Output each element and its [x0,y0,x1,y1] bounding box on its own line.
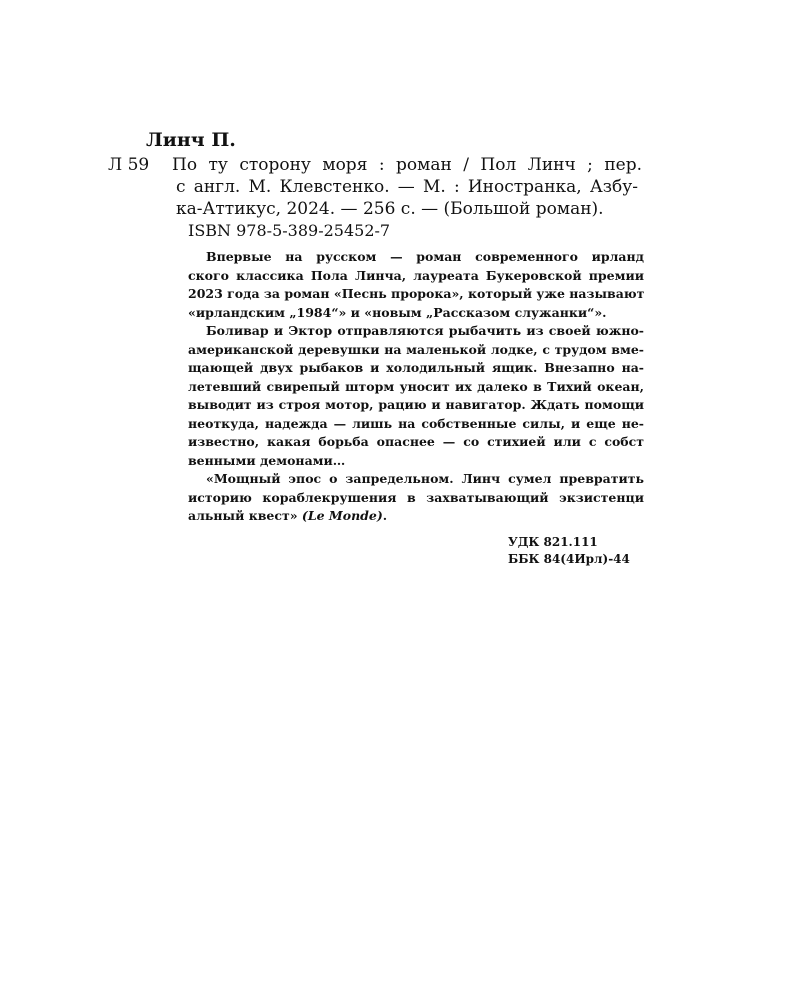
udc-code: УДК 821.111 [508,534,598,549]
biblio-line: с англ. М. Клевстенко. — М. : Иностранка, Азбу- [176,177,638,197]
author-heading: Линч П. [146,129,236,151]
bibliographic-record [108,154,648,242]
annotation-line: щающей двух рыбаков и холодильный ящик. Внезапно на- [188,360,644,375]
quote-period: . [382,508,388,523]
annotation-line: неоткуда, надежда — лишь на собственные силы, и еще не- [188,415,644,431]
annotation-line: известно, какая борьба опаснее — со стихией или с собст [188,434,644,449]
annotation-line: выводит из строя мотор, рацию и навигатор. Ждать помощи [188,397,644,412]
biblio-line: По ту сторону моря : роман / Пол Линч ; пер. [172,155,642,175]
isbn: ISBN 978-5-389-25452-7 [188,221,391,240]
annotation-line: венными демонами… [188,452,346,468]
annotation-line: Боливар и Эктор отправляются рыбачить из своей южно- [206,323,644,338]
annotation-text: альный квест» [188,508,298,523]
biblio-line: ка-Аттикус, 2024. — 256 с. — (Большой роман). [176,199,604,219]
annotation-line: американской деревушки на маленькой лодке, с трудом вме- [188,341,644,357]
annotation [188,248,644,526]
annotation-line: «ирландским „1984“» и «новым „Рассказом служанки“». [188,304,607,320]
bbk-code: ББК 84(4Ирл)-44 [508,551,630,566]
annotation-line: 2023 года за роман «Песнь пророка», который уже называют [188,286,644,301]
annotation-line: Впервые на русском — роман современного ирланд [206,249,644,264]
annotation-line: ского классика Пола Линча, лауреата Букеровской премии [188,267,644,283]
annotation-line: историю кораблекрушения в захватывающий экзистенци [188,489,644,505]
classification-codes [508,534,648,568]
annotation-line: летевший свирепый шторм уносит их далеко в Тихий океан, [188,378,644,394]
annotation-quote-end [188,507,644,526]
annotation-line: «Мощный эпос о запредельном. Линч сумел превратить [206,471,644,486]
quote-source: (Le Monde) [301,508,383,523]
catalog-card [108,128,648,568]
shelf-code: Л 59 [108,155,150,175]
